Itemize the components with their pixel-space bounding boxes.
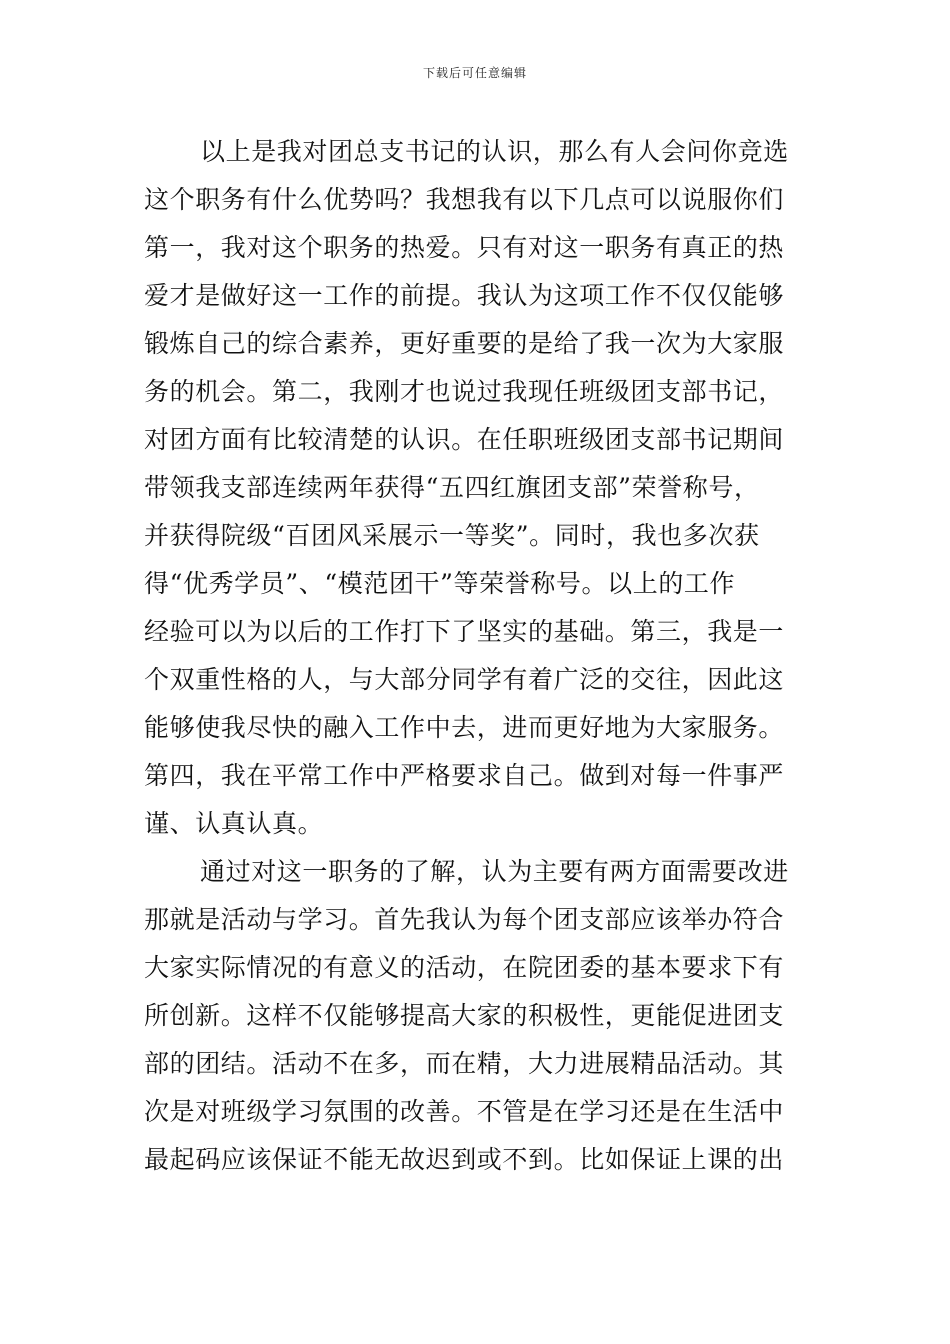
text-line: 所创新。这样不仅能够提高大家的积极性，更能促进团支	[144, 1001, 785, 1030]
page-header-note: 下载后可任意编辑	[422, 66, 527, 80]
text-line: 部的团结。活动不在多，而在精，大力进展精品活动。其	[144, 1049, 785, 1078]
text-line: 得“优秀学员”、“模范团干”等荣誉称号。以上的工作	[144, 569, 736, 598]
text-line: 第一，我对这个职务的热爱。只有对这一职务有真正的热	[144, 233, 785, 262]
text-line: 能够使我尽快的融入工作中去，进而更好地为大家服务。	[144, 713, 785, 742]
text-line: 这个职务有什么优势吗？我想我有以下几点可以说服你们	[144, 185, 785, 214]
text-line: 通过对这一职务的了解，认为主要有两方面需要改进	[200, 857, 789, 886]
text-line: 对团方面有比较清楚的认识。在任职班级团支部书记期间	[144, 425, 785, 454]
text-line: 并获得院级“百团风采展示一等奖”。同时，我也多次获	[144, 521, 760, 550]
text-line: 大家实际情况的有意义的活动，在院团委的基本要求下有	[144, 953, 785, 982]
text-line: 谨、认真认真。	[144, 809, 324, 838]
document-body	[144, 128, 806, 1184]
text-line: 以上是我对团总支书记的认识，那么有人会问你竞选	[200, 137, 789, 166]
text-line: 次是对班级学习氛围的改善。不管是在学习还是在生活中	[144, 1097, 785, 1126]
text-line: 个双重性格的人，与大部分同学有着广泛的交往，因此这	[144, 665, 785, 694]
text-line: 务的机会。第二，我刚才也说过我现任班级团支部书记，	[144, 377, 785, 406]
text-line: 那就是活动与学习。首先我认为每个团支部应该举办符合	[144, 905, 785, 934]
text-line: 爱才是做好这一工作的前提。我认为这项工作不仅仅能够	[144, 281, 785, 310]
text-line: 第四，我在平常工作中严格要求自己。做到对每一件事严	[144, 761, 785, 790]
text-line: 锻炼自己的综合素养，更好重要的是给了我一次为大家服	[144, 329, 785, 358]
text-line: 带领我支部连续两年获得“五四红旗团支部”荣誉称号，	[144, 473, 760, 502]
text-line: 最起码应该保证不能无故迟到或不到。比如保证上课的出	[144, 1145, 785, 1174]
text-line: 经验可以为以后的工作打下了坚实的基础。第三，我是一	[144, 617, 785, 646]
